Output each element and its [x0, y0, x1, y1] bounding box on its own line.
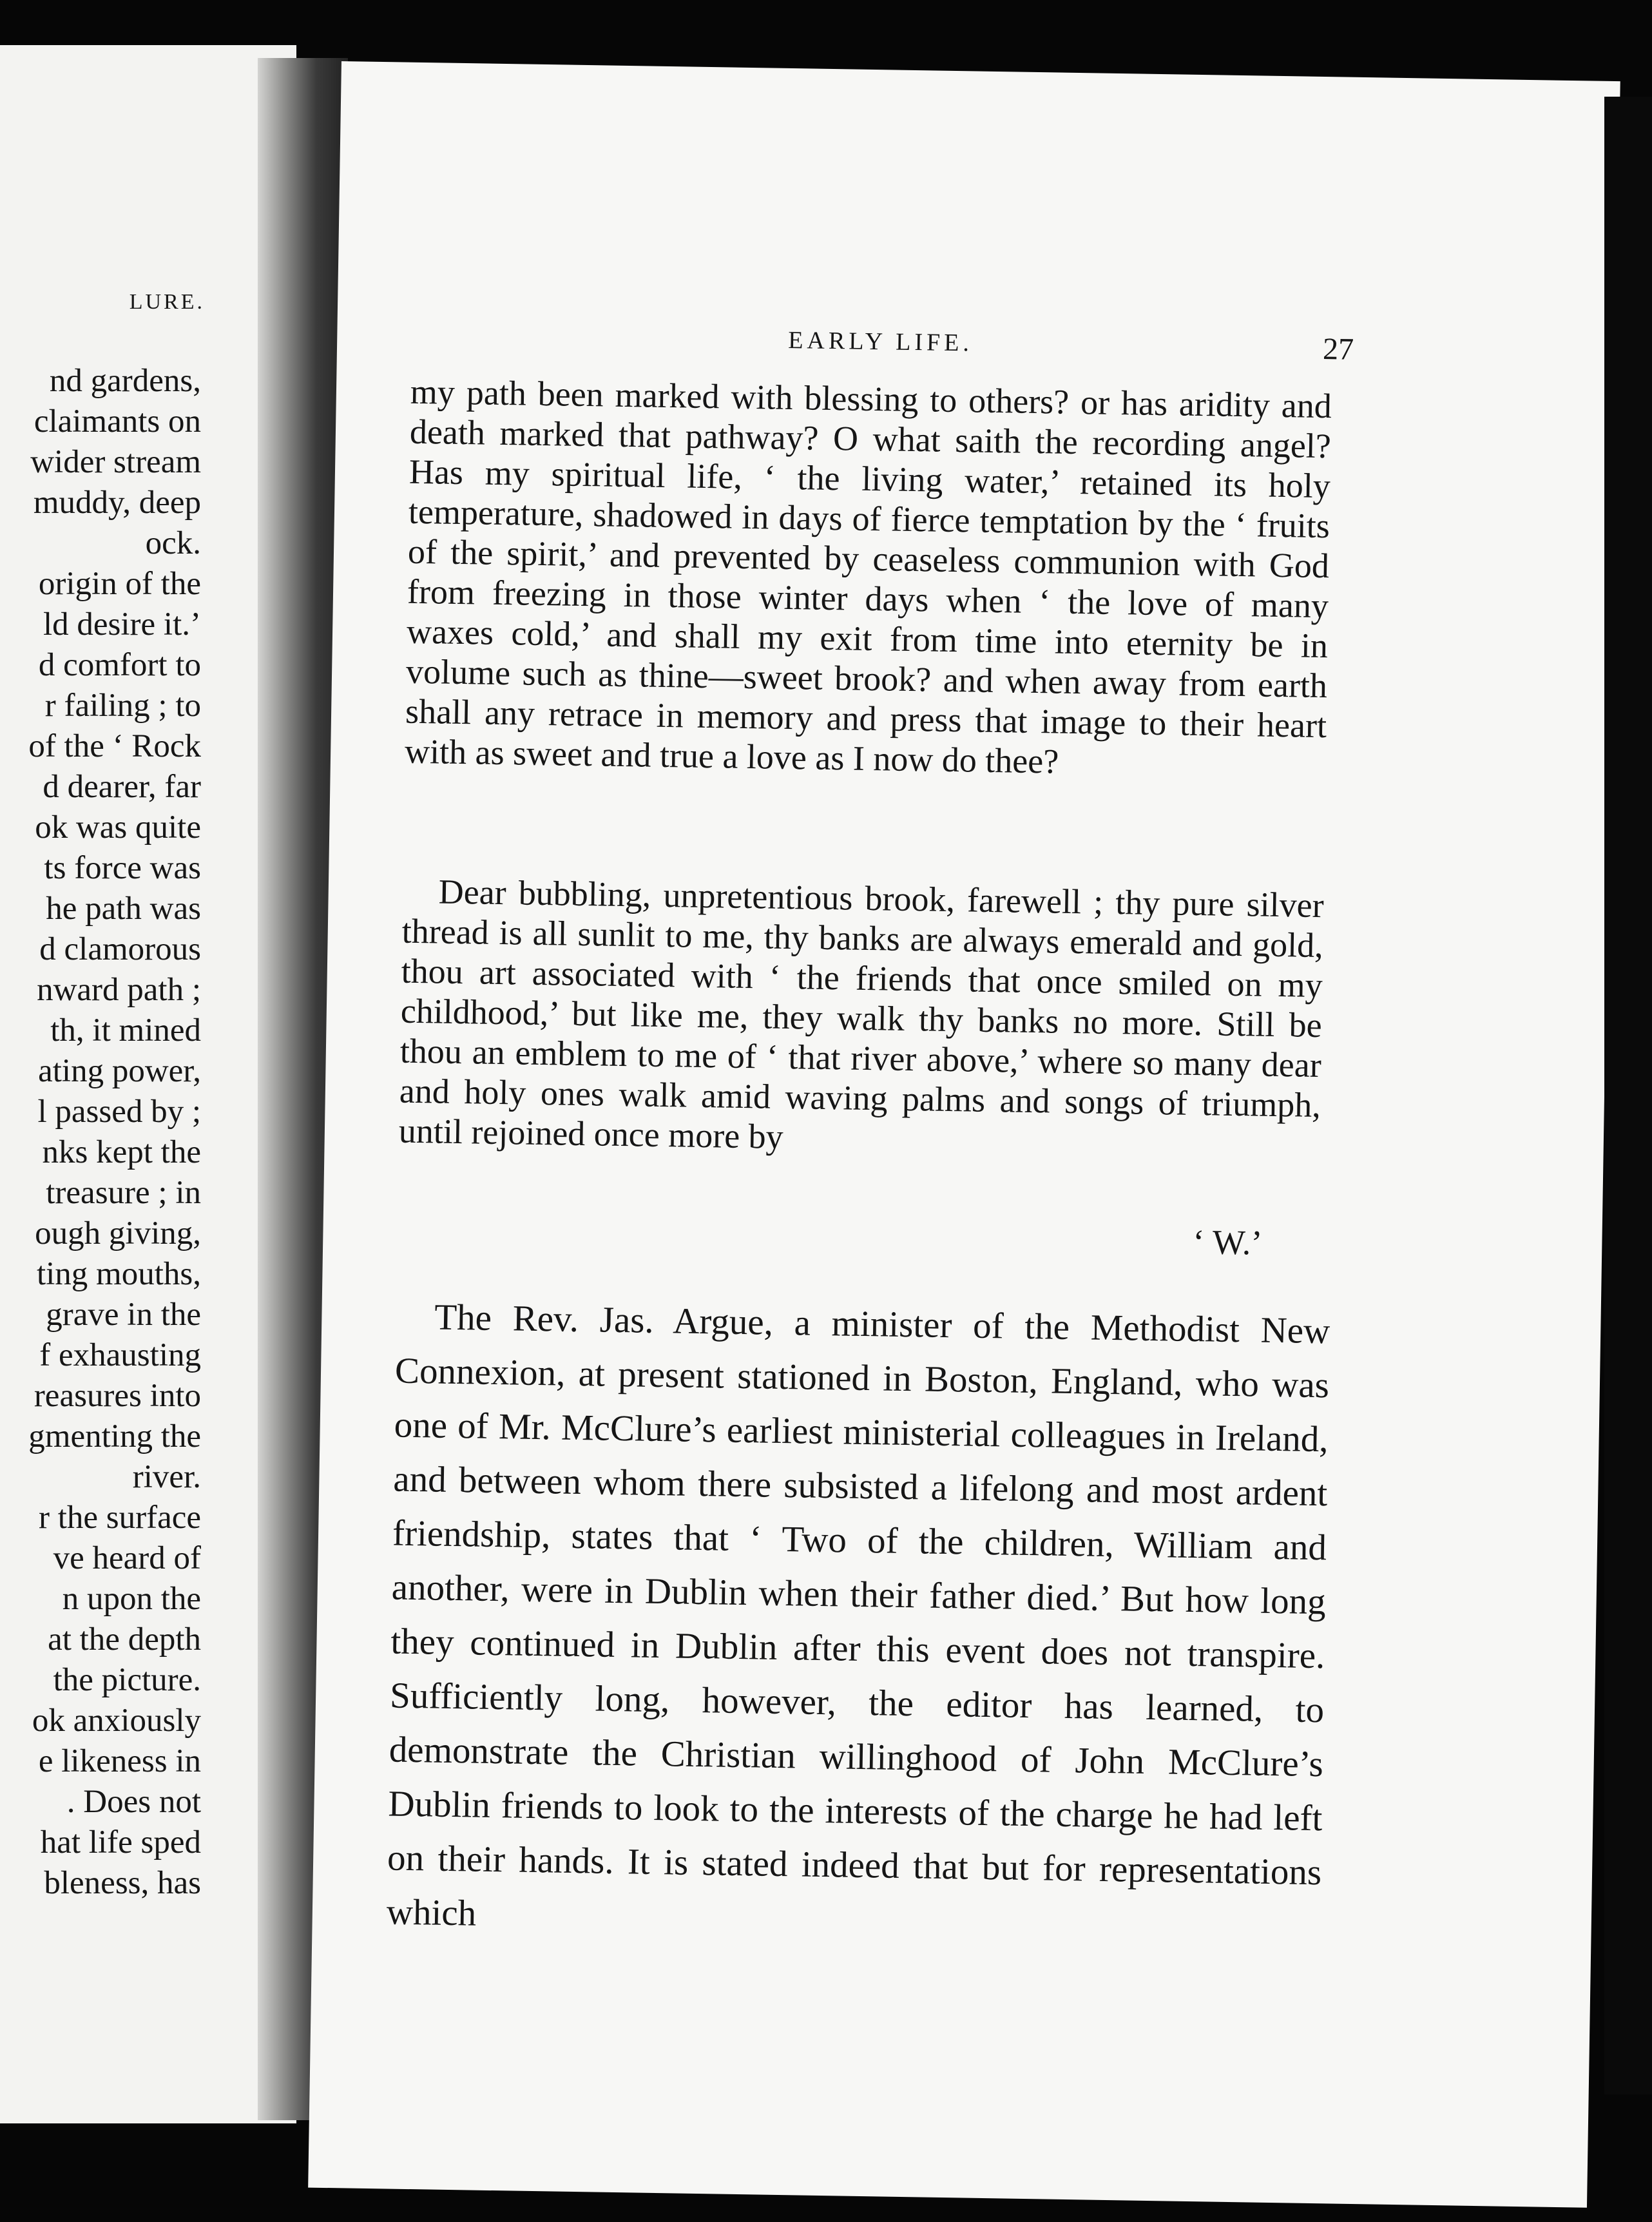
left-page-line: he path was [46, 891, 201, 927]
left-page-line: wider stream [30, 444, 201, 480]
left-page-text [0, 45, 205, 2123]
left-page-line: th, it mined [50, 1012, 201, 1048]
left-page-line: ok anxiously [32, 1703, 201, 1739]
left-page-line: at the depth [48, 1621, 201, 1657]
left-page-line: river. [132, 1459, 201, 1495]
right-page [308, 61, 1620, 2208]
left-page-line: muddy, deep [33, 485, 201, 521]
left-page-line: f exhausting [39, 1337, 201, 1373]
left-page-line: nd gardens, [49, 363, 201, 399]
left-page-line: d clamorous [39, 931, 201, 967]
left-page-line: claimants on [34, 403, 201, 440]
page-number: 27 [1322, 331, 1354, 367]
left-page-line: ok was quite [35, 809, 201, 845]
running-head: EARLY LIFE. [787, 326, 974, 357]
left-page-line: e likeness in [38, 1743, 201, 1779]
left-page-line: gmenting the [28, 1418, 201, 1454]
left-page-line: origin of the [38, 566, 201, 602]
left-page-line: d dearer, far [43, 769, 201, 805]
left-page-line: reasures into [34, 1378, 201, 1414]
left-page-line: of the ‘ Rock [28, 728, 201, 764]
page-edge-shadow [1604, 97, 1652, 2094]
left-page-line: treasure ; in [46, 1175, 201, 1211]
left-running-head: LURE. [129, 290, 205, 314]
left-page-line: . Does not [66, 1784, 201, 1820]
left-page-line: r failing ; to [44, 688, 201, 724]
left-page-line: ock. [145, 525, 201, 561]
left-page-line: r the surface [38, 1500, 201, 1536]
left-page-line: hat life sped [40, 1824, 201, 1860]
left-page-line: the picture. [53, 1662, 201, 1698]
left-page-line: bleness, has [44, 1865, 201, 1901]
left-page-line: nward path ; [37, 972, 201, 1008]
left-page-line: l passed by ; [37, 1094, 201, 1130]
left-page-line: ve heard of [53, 1540, 201, 1576]
left-page-line: ld desire it.’ [43, 606, 201, 642]
paragraph-brook-reflection: my path been marked with blessing to others? or has aridity and death marked that pathway? O what saith the recording angel? Has my spiritual life, ‘ the living water,’ retained its holy temperature, shadowed in days of fierce temptation by the ‘ fruits of the spirit,’ and prevented by ceaseless communion with God from freezing in those winter days when ‘ the love of many waxes cold,’ and shall my exit from time into eternity be in volume such as thine—sweet brook? and when away from earth shall any retrace in memory and press that image to their heart with as sweet and true a love as I now do thee? [404, 372, 1332, 781]
left-page-line: n upon the [62, 1581, 201, 1617]
paragraph-farewell: Dear bubbling, unpretentious brook, farewell ; thy pure silver thread is all sunlit to me, thy banks are always emerald and gold, thou art associated with ‘ the friends that once smiled on my childhood,’ but like me, they walk thy banks no more. Still be thou an emblem to me of ‘ that river above,’ where so many dear and holy ones walk amid waving palms and songs of triumph, until rejoined once more by [398, 872, 1325, 1156]
signature: ‘ W.’ [1192, 1222, 1263, 1262]
left-page-line: grave in the [46, 1297, 201, 1333]
left-page-line: ting mouths, [36, 1256, 201, 1292]
left-page-line: d comfort to [38, 647, 201, 683]
left-page [0, 45, 296, 2123]
left-page-line: nks kept the [42, 1134, 201, 1170]
left-page-line: ough giving, [35, 1215, 201, 1251]
left-page-line: ts force was [44, 850, 201, 886]
paragraph-rev-argue: The Rev. Jas. Argue, a minister of the Methodist New Connexion, at present stationed in Boston, England, who was one of Mr. McClure’s earliest ministerial colleagues in Ireland, and between whom there subsisted a lifelong and most ardent friendship, states that ‘ Two of the children, William and another, were in Dublin when their father died.’ But how long they continued in Dublin after this event does not transpire. Sufficiently long, however, the editor has learned, to demonstrate the Christian willinghood of John McClure’s Dublin friends to look to the interests of the charge he had left on their hands. It is stated indeed that but for representations which [386, 1297, 1330, 1934]
left-page-line: ating power, [38, 1053, 201, 1089]
